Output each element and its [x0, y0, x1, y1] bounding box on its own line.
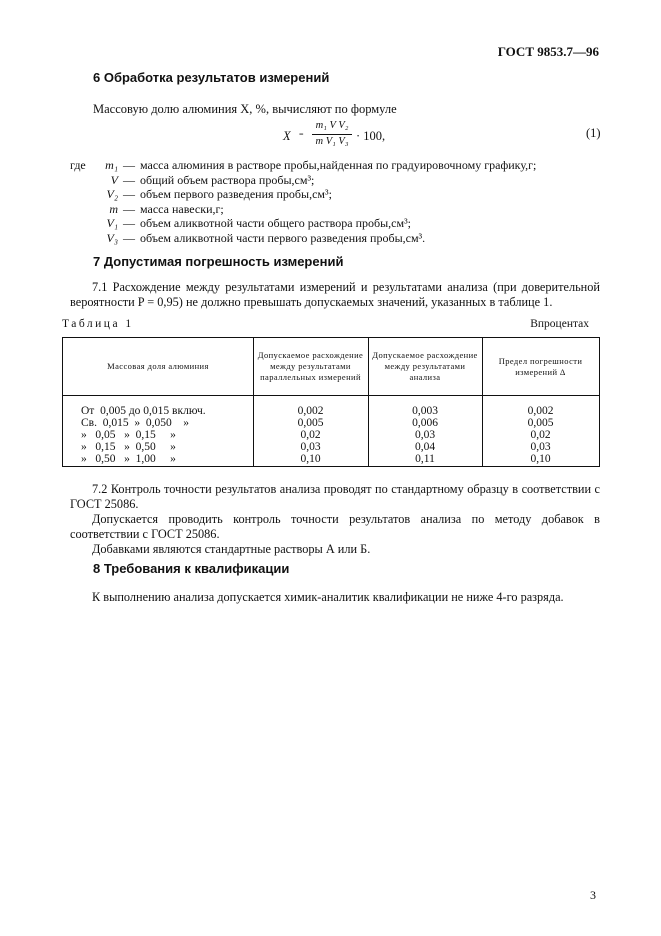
section-8-heading: 8 Требования к квалификации	[93, 561, 290, 576]
page-number: 3	[590, 888, 596, 902]
variable-row	[70, 231, 536, 246]
paragraph-7-2-additions: Допускается проводить контроль точности результатов анализа по методу добавок в соответствии с ГОСТ 25086.	[70, 512, 600, 541]
paragraph-8: К выполнению анализа допускается химик-аналитик квалификации не ниже 4-го разряда.	[92, 590, 564, 604]
cell-analysis-tolerance: 0,006	[412, 417, 438, 429]
variable-symbol: V₁	[106, 216, 118, 230]
formula-numerator: m₁ V V₂	[315, 120, 349, 131]
variable-row	[70, 216, 536, 231]
cell-error-limit: 0,10	[530, 453, 551, 465]
cell-parallel-tolerance: 0,02	[300, 429, 321, 441]
cell-analysis-tolerance: 0,03	[414, 429, 436, 441]
formula-number: (1)	[586, 126, 601, 140]
fraction-bar	[312, 134, 352, 135]
cell-error-limit: 0,02	[530, 429, 551, 441]
where-label	[70, 216, 92, 231]
variable-dash: —	[123, 172, 135, 187]
variable-dash: —	[123, 216, 135, 230]
cell-error-limit: 0,005	[527, 417, 554, 429]
section-6-heading: 6 Обработка результатов измерений	[93, 70, 330, 85]
formula	[283, 120, 403, 154]
section-7-heading: 7 Допустимая погрешность измерений	[93, 254, 344, 269]
variable-row	[70, 173, 536, 188]
cell-analysis-tolerance: 0,11	[415, 453, 435, 465]
variable-symbol: m	[109, 201, 118, 216]
variable-row	[70, 158, 536, 173]
formula-intro: Массовую долю алюминия X, %, вычисляют по формуле	[93, 102, 397, 116]
variable-row	[70, 202, 536, 217]
variable-symbol: V₃	[106, 230, 118, 245]
where-label	[70, 187, 92, 202]
where-label	[70, 173, 92, 188]
cell-mass-fraction: » 0,05 » 0,15 »	[81, 429, 176, 441]
table-unit: Впроцентах	[530, 318, 589, 330]
table-caption: Таблица 1	[62, 318, 134, 330]
variable-description: объем аликвотной части первого разведения пробы,см³.	[140, 230, 426, 245]
cell-mass-fraction: Св. 0,015 » 0,050 »	[81, 417, 189, 429]
variable-dash: —	[123, 187, 135, 201]
cell-mass-fraction: » 0,15 » 0,50 »	[81, 441, 176, 453]
formula-multiplier: · 100,	[356, 129, 386, 143]
variable-description: объем первого разведения пробы,см³;	[140, 187, 332, 201]
cell-analysis-tolerance: 0,003	[412, 405, 438, 417]
paragraph-7-1: 7.1 Расхождение между результатами измерений и результатами анализа (при доверительной вероятности P = 0,95) не должно превышать допускаемых значений, указанных в таблице 1.	[70, 280, 600, 309]
where-label: где	[70, 158, 86, 172]
where-label	[70, 231, 92, 246]
cell-parallel-tolerance: 0,005	[297, 417, 324, 429]
table-header-mass-fraction: Массовая доля алюминия	[107, 361, 209, 371]
formula-lhs: X	[283, 129, 291, 143]
cell-parallel-tolerance: 0,03	[300, 441, 321, 453]
formula-fraction	[312, 120, 352, 148]
variable-dash: —	[123, 158, 135, 172]
tolerance-table	[62, 337, 600, 467]
where-label	[70, 202, 92, 217]
variable-row	[70, 187, 536, 202]
variable-symbol: V	[110, 172, 118, 187]
table-header-analysis-tolerance: Допускаемое расхождение между результатами анализа	[372, 350, 478, 382]
paragraph-7-2-solutions: Добавками являются стандартные растворы А или Б.	[92, 542, 371, 556]
variable-symbol: m₁	[105, 158, 118, 172]
variable-dash: —	[123, 201, 135, 216]
paragraph-7-2: 7.2 Контроль точности результатов анализа проводят по стандартному образцу в соответствии с ГОСТ 25086.	[70, 482, 600, 511]
cell-mass-fraction: » 0,50 » 1,00 »	[81, 453, 176, 465]
variable-symbol: V₂	[106, 187, 118, 201]
variable-definitions	[70, 158, 536, 245]
cell-error-limit: 0,03	[530, 441, 551, 453]
formula-denominator: m V₁ V₃	[315, 135, 349, 147]
variable-dash: —	[123, 230, 135, 245]
cell-error-limit: 0,002	[527, 405, 554, 417]
table-header-parallel-tolerance: Допускаемое расхождение между результатами параллельных измерений	[257, 350, 364, 382]
cell-mass-fraction: От 0,005 до 0,015 включ.	[81, 405, 206, 417]
table-header-rule	[63, 395, 599, 396]
document-code: ГОСТ 9853.7—96	[497, 44, 599, 59]
cell-parallel-tolerance: 0,002	[297, 405, 324, 417]
cell-analysis-tolerance: 0,04	[414, 441, 436, 453]
cell-parallel-tolerance: 0,10	[300, 453, 321, 465]
formula-equals: =	[299, 130, 304, 139]
variable-description: объем аликвотной части общего раствора пробы,см³;	[140, 216, 412, 230]
variable-description: масса алюминия в растворе пробы,найденная по градуировочному графику,г;	[140, 158, 537, 172]
variable-list	[70, 158, 536, 245]
table-header-error-limit: Предел погрешности измерений Δ	[498, 355, 583, 377]
variable-description: общий объем раствора пробы,см³;	[140, 172, 315, 187]
variable-description: масса навески,г;	[140, 201, 224, 216]
